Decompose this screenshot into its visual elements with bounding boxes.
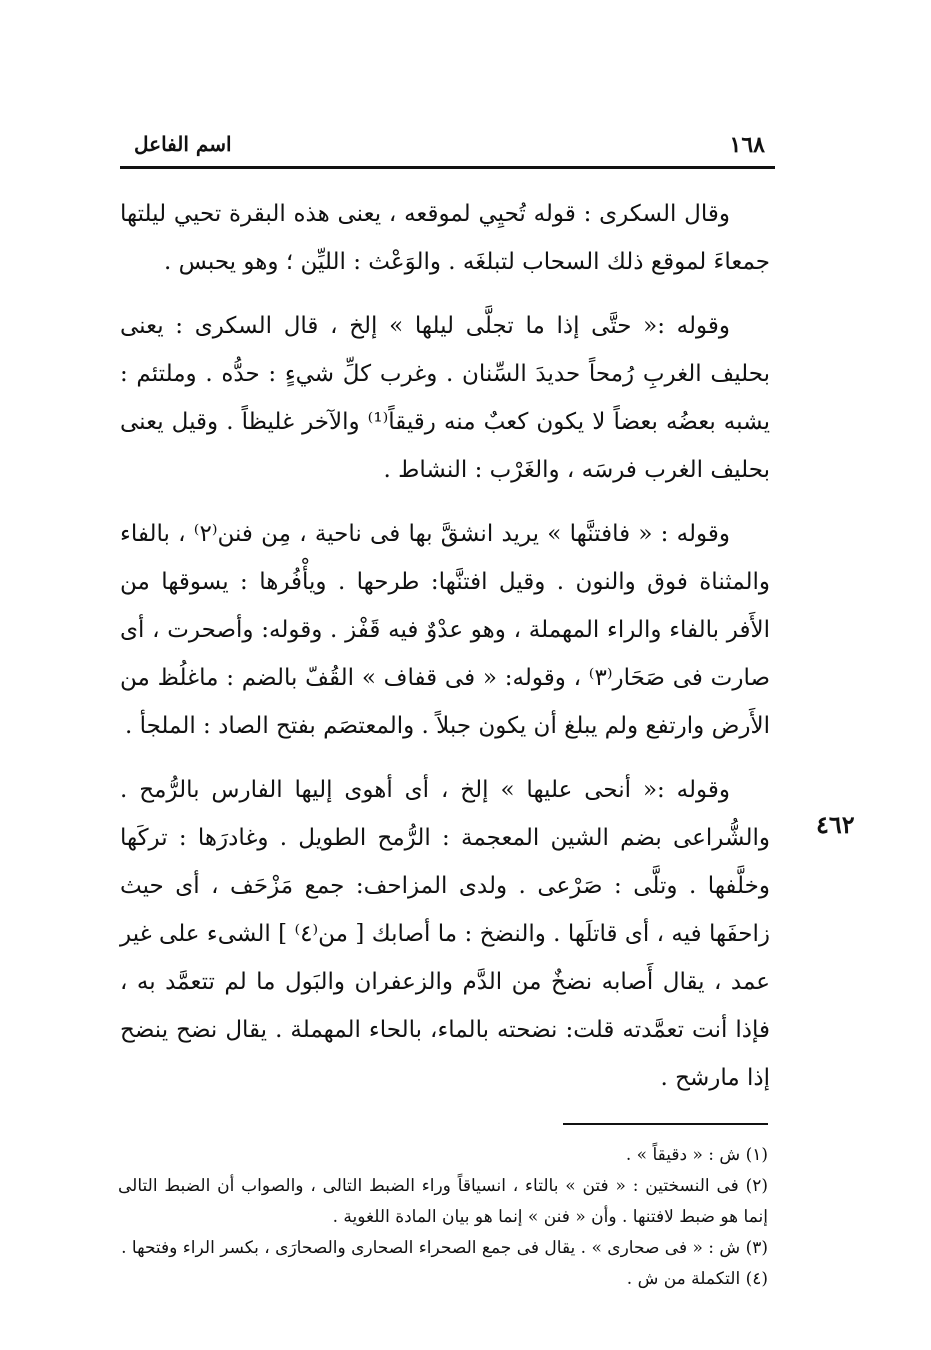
footnote: (٣) ش : « فى صحارى » . يقال فى جمع الصحراء الصحارى والصحارَى ، بكسر الراء وفتحها . (121, 1238, 768, 1258)
footnote-divider (563, 1123, 768, 1125)
running-title: اسم الفاعل (134, 132, 232, 156)
paragraph: وقوله :« حتَّى إذا ما تجلَّى ليلها » إلخ ، قال السكرى : يعنى بحليف الغربِ رُمحاً حديدَ السِّنان . وغرب كلِّ شيءٍ : حدُّه . وملتئم : يشبه بعضُه بعضاً لا يكون كعبٌ منه رقيقاً⁽¹⁾ والآخر غليظاً . وقيل يعنى بحليف الغرب فرسَه ، والغَرْب : النشاط . (120, 313, 770, 483)
footnote: (٢) فى النسختين : « فتن » بالتاء ، انسياقاً وراء الضبط التالى ، والصواب أن الضبط التالى إنما هو ضبط لافتنها . وأن « فنن » إنما هو بيان المادة اللغوية . (118, 1176, 768, 1227)
paragraph: وقوله :« أنحى عليها » إلخ ، أى أهوى إليها الفارس بالرُّمح . والشُّراعى بضم الشين المعجمة : الرُّمح الطويل . وغادرَها : تركَها وخلَّفها . وتلَّى : صَرْعى . ولدى المزاحف: جمع مَزْحَف ، أى حيث زاحفَها فيه ، أى قاتلَها . والنضخ : ما أصابك [ من⁽٤⁾ ] الشىء على غير عمد ، يقال أَصابه نضخٌ من الدَّم والزعفران والبَول ما لم تتعمَّد به ، فإذا أنت تعمَّدته قلت: نضحته بالماء، بالحاء المهملة . يقال نضح ينضح إذا مارشح . (120, 777, 770, 1091)
footnote: (١) ش : « دقيقاً » . (625, 1145, 768, 1165)
footnotes (118, 1140, 768, 1295)
footnote: (٤) التكملة من ش . (626, 1269, 768, 1289)
paragraph: وقال السكرى : قوله تُحيِي لموقعه ، يعنى هذه البقرة تحيي ليلتها جمعاءَ لموقع ذلك السحاب لتبلغَه . والوَعْث : الليِّن ؛ وهو يحبس . (120, 201, 770, 275)
paragraph: وقوله : « فافتنَّها » يريد انشقَّ بها فى ناحية ، مِن فنن⁽٢⁾ ، بالفاء والمثناة فوق والنون . وقيل افتنَّها: طرحها . ويأْفُرها : يسوقها من الأَفر بالفاء والراء المهملة ، وهو عدْوٌ فيه قَفْز . وقوله: وأصحرت ، أى صارت فى صَحَار⁽٣⁾ ، وقوله: « فى قفاف » القُفّ بالضم : ماغلُظ من الأَرض وارتفع ولم يبلغ أن يكون جبلاً . والمعتصَم بفتح الصاد : الملجأ . (120, 521, 770, 739)
page-number: ١٦٨ (729, 132, 765, 158)
margin-reference-number: ٤٦٢ (816, 810, 855, 839)
main-text (120, 190, 770, 1118)
page-header (120, 128, 775, 169)
